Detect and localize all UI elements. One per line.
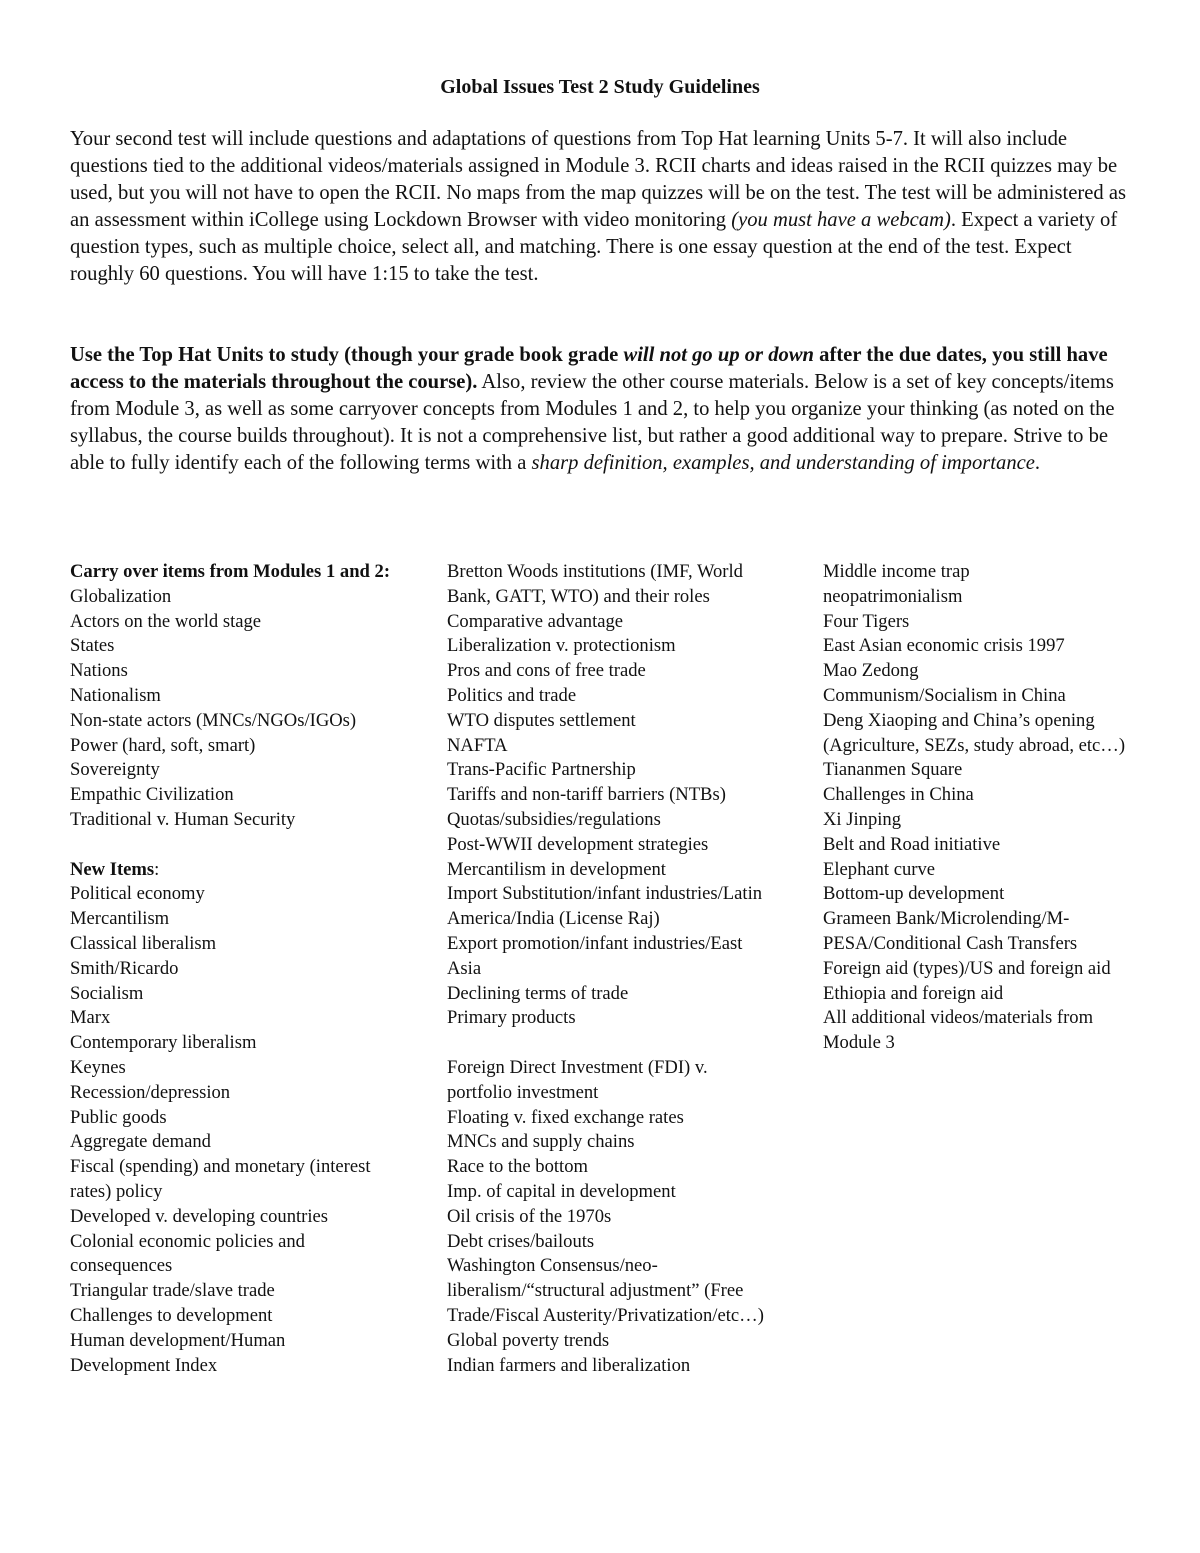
list-item: Xi Jinping bbox=[823, 808, 901, 830]
list-item: Bretton Woods institutions (IMF, World Bank, GATT, WTO) and their roles bbox=[447, 561, 743, 607]
study-end: . bbox=[1034, 452, 1041, 474]
list-item: Traditional v. Human Security bbox=[70, 808, 296, 830]
study-text: Also, review the other course materials. Below is a set of key concepts/items from Module 3, as well as some carryover concepts from Modules 1 and 2, to help you organize your thinking (as noted on the syllabus, the course builds throughout). It is not a comprehensive list, but rather a good additional way to prepare. Strive to be able to fully identify each of the following terms with a bbox=[70, 371, 1115, 474]
list-item: Developed v. developing countries bbox=[70, 1205, 328, 1227]
new-items-list bbox=[70, 882, 390, 1378]
list-item: Communism/Socialism in China bbox=[823, 684, 1066, 706]
list-item: Colonial economic policies and consequences bbox=[70, 1230, 305, 1277]
list-item: Liberalization v. protectionism bbox=[447, 635, 676, 657]
list-item: Nationalism bbox=[70, 684, 161, 706]
list-item: Debt crises/bailouts bbox=[447, 1230, 595, 1252]
list-item: Indian farmers and liberalization bbox=[447, 1354, 691, 1376]
list-item: Import Substitution/infant industries/Latin America/India (License Raj) bbox=[447, 883, 763, 930]
list-item: Tariffs and non-tariff barriers (NTBs) bbox=[447, 784, 726, 806]
list-item: Nations bbox=[70, 660, 128, 682]
list-item: Floating v. fixed exchange rates bbox=[447, 1106, 684, 1128]
intro-paragraph bbox=[70, 126, 1132, 288]
list-item: Grameen Bank/Microlending/M-PESA/Conditional Cash Transfers bbox=[823, 908, 1078, 954]
list-item: Tiananmen Square bbox=[823, 759, 963, 781]
list-item: MNCs and supply chains bbox=[447, 1131, 635, 1153]
list-item: Smith/Ricardo bbox=[70, 957, 179, 979]
list-item: Global poverty trends bbox=[447, 1329, 610, 1351]
list-item: Deng Xiaoping and China’s opening (Agriculture, SEZs, study abroad, etc…) bbox=[823, 709, 1126, 756]
list-item: Ethiopia and foreign aid bbox=[823, 982, 1004, 1004]
development-items-list bbox=[823, 560, 1153, 1056]
list-item: Mercantilism in development bbox=[447, 858, 666, 880]
list-item: Challenges to development bbox=[70, 1304, 273, 1326]
list-item: Contemporary liberalism bbox=[70, 1032, 257, 1054]
spacer bbox=[70, 833, 390, 858]
list-item: Power (hard, soft, smart) bbox=[70, 734, 256, 756]
list-item: Human development/Human Development Index bbox=[70, 1329, 286, 1376]
list-item: Keynes bbox=[70, 1056, 126, 1078]
list-item: Middle income trap bbox=[823, 561, 970, 582]
list-item: Elephant curve bbox=[823, 858, 936, 880]
list-item: WTO disputes settlement bbox=[447, 709, 636, 731]
list-item: Empathic Civilization bbox=[70, 784, 234, 806]
investment-items-list bbox=[447, 1056, 777, 1378]
list-item: Non-state actors (MNCs/NGOs/IGOs) bbox=[70, 709, 357, 731]
new-items-heading: New Items bbox=[70, 858, 155, 880]
list-item: Post-WWII development strategies bbox=[447, 833, 709, 855]
column-2 bbox=[447, 560, 777, 1378]
list-item: Oil crisis of the 1970s bbox=[447, 1205, 612, 1227]
list-item: Politics and trade bbox=[447, 684, 577, 706]
intro-text-1: Your second test will include questions and adaptations of questions from Top Hat learning Units 5-7. It will also include questions tied to the additional videos/materials assigned in Module 3. RCII charts and ideas raised in the RCII quizzes may be used, but you will not have to open the RCII. No maps from the map quizzes will be on the test. The test will be administered as an assessment within iCollege using Lockdown Browser with video monitoring bbox=[70, 128, 1126, 231]
study-bold-1: Use the Top Hat Units to study (though your grade book grade bbox=[70, 344, 624, 366]
list-item: Trans-Pacific Partnership bbox=[447, 759, 636, 781]
study-paragraph bbox=[70, 342, 1132, 477]
column-3 bbox=[823, 560, 1153, 1056]
list-item: Mao Zedong bbox=[823, 660, 919, 682]
list-item: Export promotion/infant industries/East Asia bbox=[447, 932, 743, 979]
list-item: Fiscal (spending) and monetary (interest rates) policy bbox=[70, 1156, 371, 1202]
column-1 bbox=[70, 560, 390, 1378]
list-item: Declining terms of trade bbox=[447, 982, 629, 1004]
list-item: Belt and Road initiative bbox=[823, 833, 1001, 855]
list-item: Foreign Direct Investment (FDI) v. portfolio investment bbox=[447, 1056, 708, 1103]
new-items-colon: : bbox=[154, 858, 160, 880]
list-item: neopatrimonialism bbox=[823, 585, 963, 607]
spacer bbox=[447, 1031, 777, 1056]
list-item: East Asian economic crisis 1997 bbox=[823, 635, 1065, 657]
list-item: Recession/depression bbox=[70, 1081, 231, 1103]
list-item: Aggregate demand bbox=[70, 1131, 211, 1153]
list-item: All additional videos/materials from Module 3 bbox=[823, 1007, 1094, 1054]
list-item: Pros and cons of free trade bbox=[447, 660, 646, 682]
list-item: Triangular trade/slave trade bbox=[70, 1280, 275, 1302]
study-bold-italic: will not go up or down bbox=[623, 344, 815, 366]
list-item: Actors on the world stage bbox=[70, 610, 262, 632]
carry-over-heading: Carry over items from Modules 1 and 2: bbox=[70, 561, 391, 582]
list-item: Classical liberalism bbox=[70, 932, 217, 954]
list-item: Imp. of capital in development bbox=[447, 1180, 676, 1202]
list-item: Public goods bbox=[70, 1106, 167, 1128]
carry-over-list bbox=[70, 585, 390, 833]
list-item: Marx bbox=[70, 1007, 111, 1029]
list-item: Primary products bbox=[447, 1007, 576, 1029]
list-item: Four Tigers bbox=[823, 610, 910, 632]
trade-items-list bbox=[447, 560, 777, 1031]
list-item: Sovereignty bbox=[70, 759, 160, 781]
list-item: Globalization bbox=[70, 585, 172, 607]
list-item: NAFTA bbox=[447, 734, 508, 756]
list-item: Mercantilism bbox=[70, 908, 170, 930]
list-item: Bottom-up development bbox=[823, 883, 1005, 905]
study-italic-emphasis: sharp definition, examples, and understanding of importance bbox=[531, 452, 1035, 474]
intro-text-2: . Expect a variety of question types, such as multiple choice, select all, and matching. There is one essay question at the end of the test. Expect roughly 60 questions. You will have 1:15 to take the test. bbox=[70, 209, 1118, 285]
list-item: Race to the bottom bbox=[447, 1156, 588, 1178]
intro-webcam-note: (you must have a webcam) bbox=[731, 209, 951, 231]
page-title: Global Issues Test 2 Study Guidelines bbox=[440, 76, 760, 98]
list-item: Challenges in China bbox=[823, 784, 974, 806]
list-item: Comparative advantage bbox=[447, 610, 624, 632]
list-item: Political economy bbox=[70, 883, 205, 905]
list-item: Quotas/subsidies/regulations bbox=[447, 808, 661, 830]
list-item: States bbox=[70, 635, 115, 657]
list-item: Washington Consensus/neo-liberalism/“structural adjustment” (Free Trade/Fiscal Austerity/Privatization/etc…) bbox=[447, 1255, 764, 1326]
list-item: Foreign aid (types)/US and foreign aid bbox=[823, 957, 1111, 979]
new-items-heading-line bbox=[70, 858, 390, 883]
study-bold-2: after the due dates, you still have access to the materials throughout the course). bbox=[70, 344, 1108, 393]
list-item: Socialism bbox=[70, 982, 144, 1004]
